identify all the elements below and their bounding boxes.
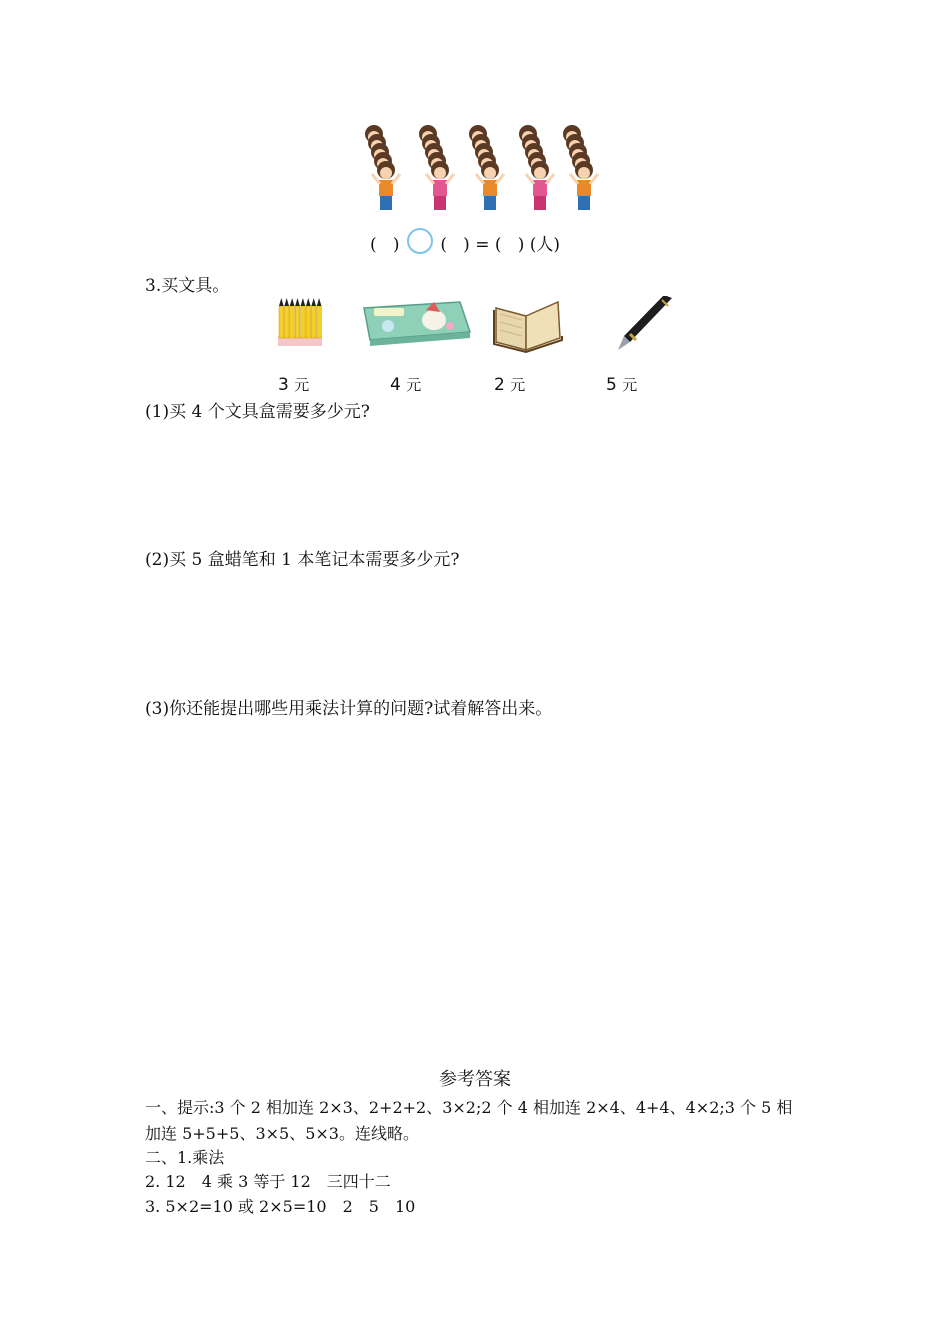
question-3-1: (1)买 4 个文具盒需要多少元? <box>145 402 370 422</box>
operator-circle-icon[interactable] <box>407 228 433 254</box>
equals-sign: = <box>475 235 490 255</box>
price-unit: 元 <box>622 376 638 394</box>
price-number: 3 <box>278 375 289 395</box>
price-unit: 元 <box>294 376 310 394</box>
answers-title: 参考答案 <box>439 1069 511 1090</box>
blank-open-1: ( <box>370 235 377 255</box>
fountain-pen-icon <box>610 296 676 356</box>
multiplication-formula <box>370 228 560 258</box>
answer-line-4: 2. 12 4 乘 3 等于 12 三四十二 <box>145 1172 391 1191</box>
notebook-icon <box>492 296 564 356</box>
question-3-2: (2)买 5 盒蜡笔和 1 本笔记本需要多少元? <box>145 550 460 570</box>
blank-close-1: ) <box>392 235 400 255</box>
blank-open-2: ( <box>440 235 447 255</box>
unit-label: (人) <box>529 235 561 255</box>
blank-close-2: ) <box>463 235 470 255</box>
pencil-case-icon <box>360 296 472 356</box>
crayons-box-icon <box>276 296 324 356</box>
question-3-title: 3.买文具。 <box>145 276 230 296</box>
blank-open-3: ( <box>494 235 502 255</box>
price-number: 5 <box>606 375 617 395</box>
price-number: 4 <box>390 375 401 395</box>
answer-line-3: 二、1.乘法 <box>145 1148 225 1167</box>
answer-line-1: 一、提示:3 个 2 相加连 2×3、2+2+2、3×2;2 个 4 相加连 2×4、4+4、4×2;3 个 5 相 <box>145 1098 793 1117</box>
price-crayons <box>278 374 309 395</box>
price-unit: 元 <box>406 376 422 394</box>
price-pencil-case <box>390 374 421 395</box>
price-number: 2 <box>494 375 505 395</box>
price-unit: 元 <box>510 376 526 394</box>
question-3-3: (3)你还能提出哪些用乘法计算的问题?试着解答出来。 <box>145 699 553 719</box>
price-fountain-pen <box>606 374 637 395</box>
answer-line-2: 加连 5+5+5、3×5、5×3。连线略。 <box>145 1124 419 1143</box>
children-illustration <box>352 120 600 220</box>
price-notebook <box>494 374 525 395</box>
blank-close-3: ) <box>517 235 525 255</box>
answer-line-5: 3. 5×2=10 或 2×5=10 2 5 10 <box>145 1197 416 1216</box>
